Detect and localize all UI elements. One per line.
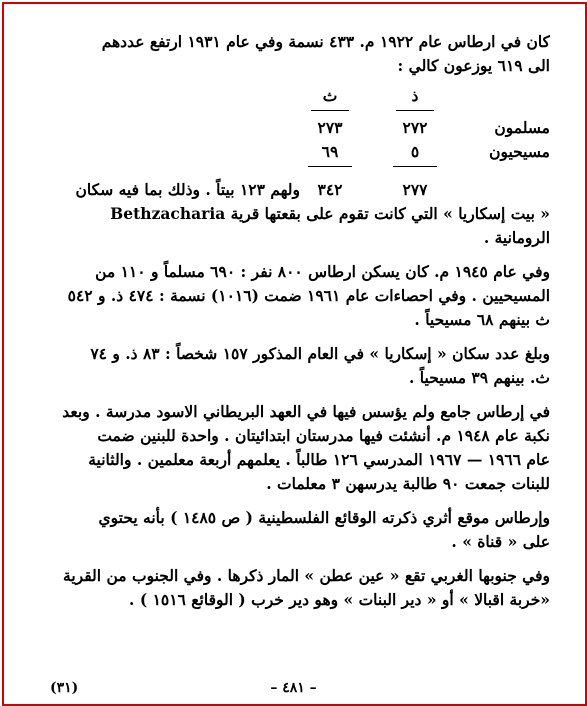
row-label: مسلمون bbox=[494, 118, 550, 137]
text-line: ث. بينهم ٣٩ مسيحياً . bbox=[409, 368, 550, 387]
table-header-row bbox=[290, 84, 550, 108]
row-value: ٢٧٢ bbox=[402, 118, 428, 137]
paragraph-6 bbox=[40, 506, 550, 554]
text-line: كان في ارطاس عام ١٩٢٢ م. ٤٣٣ نسمة وفي عام ١٩٣١ ارتفع عددهم bbox=[101, 32, 550, 51]
paragraph-7 bbox=[40, 564, 550, 612]
text-line: الرومانية . bbox=[483, 228, 550, 247]
header-rule bbox=[311, 110, 349, 111]
text-line: عام ١٩٦٦ — ١٩٦٧ المدرسي ١٢٦ طالباً . يعلمهم أربعة معلمين . والثانية bbox=[88, 450, 550, 469]
population-table bbox=[40, 84, 550, 180]
paragraph-5 bbox=[40, 400, 550, 496]
text-line: المسيحيين . وفي احصاءات عام ١٩٦١ ضمت (١٠١٦) نسمة : ٤٧٤ ذ. و ٥٤٢ bbox=[67, 286, 550, 305]
totals-tail: ولهم ١٢٣ بيتاً . وذلك بما فيه سكان bbox=[75, 180, 300, 199]
row-label: مسيحيون bbox=[489, 142, 550, 161]
text-line: « بيت إسكاريا » التي كانت تقوم على بقعتها قرية Bethzacharia bbox=[110, 204, 550, 223]
sum-rule bbox=[393, 166, 437, 167]
document-body bbox=[40, 30, 550, 622]
text-line: للبنات جمعت ٩٠ طالبة يدرسهن ٣ معلمات . bbox=[266, 474, 550, 493]
header-rule bbox=[396, 110, 434, 111]
header-male: ذ bbox=[411, 86, 419, 105]
text-line: وفي عام ١٩٤٥ م. كان يسكن ارطاس ٨٠٠ نفر : ٦٩٠ مسلماً و ١١٠ من bbox=[95, 262, 550, 281]
paragraph-4 bbox=[40, 342, 550, 390]
text-line: الى ٦١٩ يوزعون كالي : bbox=[397, 56, 550, 75]
total-male: ٢٧٧ bbox=[402, 180, 428, 199]
table-row bbox=[290, 140, 550, 164]
part-number: (٣١) bbox=[50, 680, 79, 696]
paragraph-2 bbox=[40, 202, 550, 250]
text-line: على « قناة » . bbox=[451, 532, 550, 551]
text-line: ث بينهم ٦٨ مسيحياً . bbox=[414, 310, 550, 329]
page-number: – ٤٨١ – bbox=[270, 680, 317, 696]
row-value: ٢٧٣ bbox=[317, 118, 343, 137]
header-female: ث bbox=[322, 86, 338, 105]
row-value: ٥ bbox=[410, 142, 420, 161]
sum-rule bbox=[308, 166, 352, 167]
paragraph-3 bbox=[40, 260, 550, 332]
text-line: في إرطاس جامع ولم يؤسس فيها في العهد البريطاني الاسود مدرسة . وبعد bbox=[62, 402, 550, 421]
text-line: «خربة اقبالا » أو « دير البنات » وهو دير خرب ( الوقائع ١٥١٦ ) . bbox=[129, 590, 550, 609]
table-row bbox=[290, 116, 550, 140]
paragraph-1 bbox=[40, 30, 550, 78]
text-line: وبلغ عدد سكان « إسكاريا » في العام المذكور ١٥٧ شخصاً : ٨٣ ذ. و ٧٤ bbox=[90, 344, 550, 363]
totals-line bbox=[40, 178, 550, 202]
text-line: نكبة عام ١٩٤٨ م. أنشئت فيها مدرستان ابتدائيتان . واحدة للبنين ضمت bbox=[97, 426, 550, 445]
text-line: وفي جنوبها الغربي تقع « عين عطن » المار ذكرها . وفي الجنوب من القرية bbox=[63, 566, 550, 585]
total-female: ٣٤٢ bbox=[317, 180, 343, 199]
row-value: ٦٩ bbox=[321, 142, 339, 161]
text-line: وإرطاس موقع أثري ذكرته الوقائع الفلسطينية ( ص ١٤٨٥ ) بأنه يحتوي bbox=[98, 508, 550, 527]
